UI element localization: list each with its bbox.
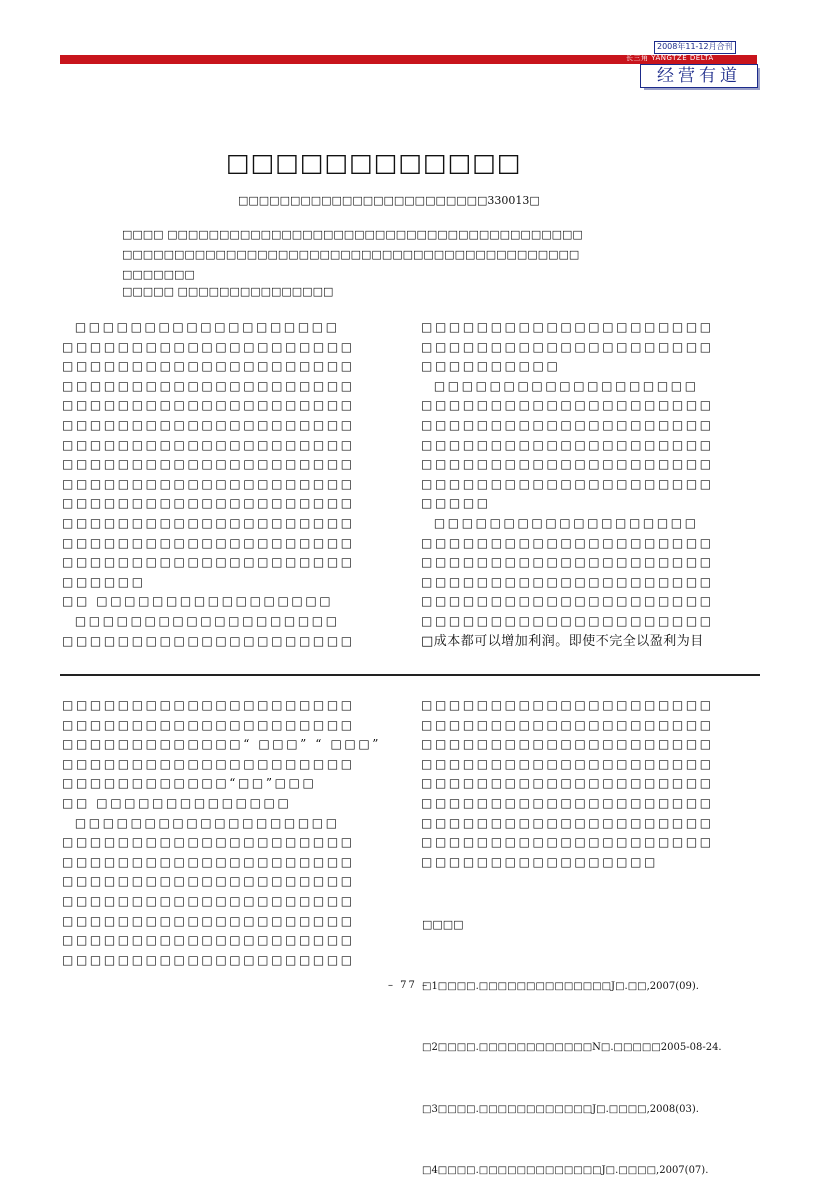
body-line: □□□□□ (421, 496, 491, 511)
magazine-masthead (626, 40, 758, 88)
body-line: □□□□□□□□□□□□□□□□□□□□□ (421, 437, 714, 452)
body-line: □□□□□□□□□□□□□□□□□□□□□ (421, 795, 714, 810)
body-line: □□□□□□□□□□□□□□□□□□□□□ (421, 815, 714, 830)
body-column-top-right (421, 318, 714, 651)
body-line: □□□□□□□□□□□□□□□□□□□□□ (421, 339, 714, 354)
body-line: □□□□□□□□□□□□□□□□□□□□□ (62, 854, 355, 869)
body-line: □□□□□□□□□□□□□□□□□□□□□ (421, 594, 714, 609)
body-line: □□□□□□□□□□□□□□□□□□□□□ (421, 398, 714, 413)
reference-item: □4□□□□.□□□□□□□□□□□□□J□.□□□□,2007(07). (422, 1165, 709, 1176)
body-line: □□□□□□□□□□□□□□□□□□□□□ (62, 398, 355, 413)
reference-item: □3□□□□.□□□□□□□□□□□□J□.□□□□,2008(03). (422, 1103, 699, 1115)
body-line: □□□□□□□□□□□□□□□□□□□□□ (421, 737, 714, 752)
body-line: □□□□□□□□□□□□□□□□□□□□□ (62, 457, 355, 472)
body-line: □□□□□□□□□□□□□□□□□□□□□ (62, 756, 355, 771)
issue-date: 2008年11-12月合刊 (654, 41, 736, 54)
body-line: □□□□□□□□□□□□□□□□□□□□□ (62, 698, 355, 712)
references (422, 874, 722, 1202)
body-line: □□□□□□□□□□□□□“ □□□” “ □□□” (62, 737, 382, 752)
body-line: □□□□□□□□□□□□□□□□□□□□□ (62, 437, 355, 452)
body-line: □□□□□□□□□□□□□□□□□□□□□ (62, 893, 355, 908)
body-line: □□□□□□□□□□□□□□□□□□□□□ (62, 359, 355, 374)
body-line: □□□□□□□□□□ (421, 359, 561, 374)
keywords: □□□□□ □□□□□□□□□□□□□□□ (122, 285, 334, 298)
body-line: □□□□□□□□□□□□“□□”□□□ (62, 776, 317, 791)
abstract-line: □□□□□□□□□□□□□□□□□□□□□□□□□□□□□□□□□□□□□□□□□□□□ (122, 248, 580, 261)
body-line: □□□□□□□□□□□□□□□□□□□□□ (421, 457, 714, 472)
body-line: □□□□□□□□□□□□□□□□□□□□□ (62, 874, 355, 889)
body-line: □□□□□□□□□□□□□□□□□□□□□ (62, 417, 355, 432)
body-line: □□□□□□□□□□□□□□□□□□□□□ (62, 378, 355, 393)
reference-item: □1□□□□.□□□□□□□□□□□□□□J□.□□,2007(09). (422, 980, 699, 992)
body-line: □□□□□□□□□□□□□□□□□□□□□ (421, 756, 714, 771)
body-line: □成本都可以增加利润。即使不完全以盈利为目 (421, 633, 704, 649)
author-affiliation: □□□□□□□□□□□□□□□□□□□□□□□□330013□ (238, 194, 540, 207)
body-line: □□□□□□□□□□□□□□□□□□□□□ (421, 574, 714, 589)
body-column-bottom-left (62, 696, 381, 970)
body-line: □□□□□□ (62, 574, 146, 589)
column-name: 经营有道 (657, 66, 741, 86)
body-line: □□□□□□□□□□□□□□□□□□□□□ (421, 717, 714, 732)
body-line: □□□□□□□□□□□□□□□□□□□ (421, 515, 699, 530)
body-line: □□□□□□□□□□□□□□□□□□□□□ (421, 613, 714, 628)
reference-item: □2□□□□.□□□□□□□□□□□□N□.□□□□□2005-08-24. (422, 1042, 722, 1053)
body-column-top-left (62, 318, 355, 651)
body-line: □□□□□□□□□□□□□□□□□□□□□ (421, 535, 714, 550)
body-line: □□□□□□□□□□□□□□□□□□□□□ (62, 835, 355, 850)
body-line: □□□□□□□□□□□□□□□□□□□□□ (421, 776, 714, 791)
body-line: □□□□□□□□□□□□□□□□□□□□□ (62, 952, 355, 967)
body-line: □□□□□□□□□□□□□□□□□□□□□ (421, 555, 714, 570)
magazine-english-name: 长三角 YANGTZE DELTA (626, 54, 714, 62)
body-line: □□□□□□□□□□□□□□□□□□□□□ (421, 698, 714, 712)
body-column-bottom-right (421, 696, 714, 872)
body-line: □□□□□□□□□□□□□□□□□□□ (62, 613, 340, 628)
body-line: □□□□□□□□□□□□□□□□□□□□□ (421, 417, 714, 432)
body-line: □□□□□□□□□□□□□□□□□□□□□ (421, 320, 714, 334)
page-number: – 77 – (388, 980, 430, 991)
body-line: □□□□□□□□□□□□□□□□□□□ (421, 378, 699, 393)
body-line: □□□□□□□□□□□□□□□□□□□□□ (62, 555, 355, 570)
body-line: □□□□□□□□□□□□□□□□□□□□□ (421, 476, 714, 491)
body-line: □□ □□□□□□□□□□□□□□□□□ (62, 594, 334, 609)
body-line: □□□□□□□□□□□□□□□□□ (421, 854, 658, 869)
body-line: □□□□□□□□□□□□□□□□□□□□□ (62, 339, 355, 354)
body-line: □□ □□□□□□□□□□□□□□ (62, 795, 292, 810)
body-line: □□□□□□□□□□□□□□□□□□□□□ (62, 633, 355, 648)
abstract (122, 225, 697, 285)
body-line: □□□□□□□□□□□□□□□□□□□ (62, 320, 340, 334)
body-line: □□□□□□□□□□□□□□□□□□□□□ (62, 476, 355, 491)
references-heading: □□□□ (422, 918, 464, 931)
body-line: □□□□□□□□□□□□□□□□□□□ (62, 815, 340, 830)
body-line: □□□□□□□□□□□□□□□□□□□□□ (62, 933, 355, 948)
body-line: □□□□□□□□□□□□□□□□□□□□□ (62, 515, 355, 530)
body-line: □□□□□□□□□□□□□□□□□□□□□ (421, 835, 714, 850)
body-line: □□□□□□□□□□□□□□□□□□□□□ (62, 496, 355, 511)
body-line: □□□□□□□□□□□□□□□□□□□□□ (62, 717, 355, 732)
section-divider (60, 674, 760, 676)
abstract-line: □□□□□□□ (122, 268, 195, 281)
abstract-line: □□□□ □□□□□□□□□□□□□□□□□□□□□□□□□□□□□□□□□□□□□□□□ (122, 228, 583, 241)
body-line: □□□□□□□□□□□□□□□□□□□□□ (62, 535, 355, 550)
article-title: □□□□□□□□□□□□ (226, 148, 522, 177)
body-line: □□□□□□□□□□□□□□□□□□□□□ (62, 913, 355, 928)
